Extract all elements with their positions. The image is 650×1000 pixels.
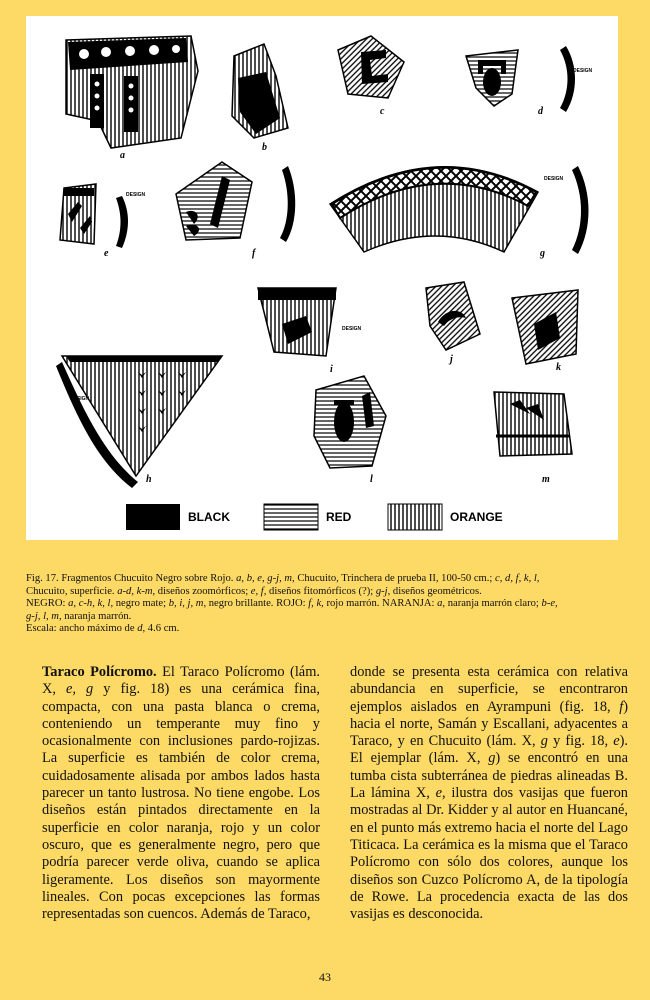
sherd-label-m: m	[542, 474, 550, 485]
sherd-m	[494, 392, 572, 485]
design-label-e: DESIGN	[126, 192, 146, 198]
sherd-h	[56, 356, 222, 488]
legend-swatch-red	[264, 504, 318, 530]
legend-label-red: RED	[326, 510, 352, 524]
pottery-sherds-drawing	[26, 16, 618, 540]
sherd-label-k: k	[556, 362, 561, 373]
design-label-h: DESIGN	[70, 396, 90, 402]
caption-text: diseños fitomórficos (?);	[266, 585, 376, 597]
caption-text: Escala: ancho máximo de	[26, 623, 138, 635]
sherd-j	[426, 282, 480, 365]
body-italic: g	[488, 750, 496, 767]
body-text: ). El ejemplar (lám. X,	[350, 733, 628, 767]
caption-text: negro mate;	[113, 598, 169, 610]
section-heading: Taraco Polícromo.	[42, 664, 157, 680]
sherd-g	[330, 166, 589, 259]
caption-text: negro brillante. ROJO:	[206, 598, 309, 610]
body-italic: e	[435, 785, 443, 802]
sherd-e	[60, 184, 146, 259]
caption-italic: b, i, j, m,	[168, 598, 207, 610]
body-text: donde se presenta esta cerámica con relativa abundancia en superficie, se encontraron ejemplos aislados en Ayrampuni (fig. 18,	[350, 664, 628, 715]
body-italic: f	[619, 698, 624, 715]
caption-italic: a, c-h, k, l,	[68, 598, 114, 610]
sherd-f	[176, 162, 295, 259]
caption-italic: g-j, l, m,	[26, 610, 62, 622]
caption-italic: a,	[437, 598, 446, 610]
legend-label-black: BLACK	[188, 510, 230, 524]
page-number: 43	[319, 970, 331, 984]
caption-text: Chucuito, superficie.	[26, 585, 118, 597]
caption-italic: a-d, k-m,	[117, 585, 156, 597]
caption-text: naranja marrón.	[61, 610, 132, 622]
caption-italic: g-j,	[375, 585, 391, 597]
caption-italic: c, d, f, k, l,	[495, 573, 540, 584]
sherd-label-f: f	[252, 248, 256, 259]
body-text: El Taraco Polícromo (lám. X,	[42, 664, 320, 698]
body-italic: e	[613, 733, 620, 750]
design-label-g: DESIGN	[544, 176, 564, 182]
legend-swatch-black	[126, 504, 180, 530]
figure-caption	[26, 573, 622, 636]
body-text: ) se encontró en una tumba cista subterránea de piedras alineadas B. La lámina X,	[350, 750, 628, 802]
body-text: ) hacia el norte, Samán y Escallani, adyacentes a Taraco, y en Chucuito (lám. X,	[350, 698, 628, 750]
caption-italic: b-e,	[541, 598, 558, 610]
sherd-b	[232, 44, 288, 153]
caption-text: Fig. 17. Fragmentos Chucuito Negro sobre Rojo.	[26, 573, 237, 584]
sherd-label-g: g	[540, 248, 545, 259]
sherd-d	[466, 46, 593, 117]
caption-text: naranja marrón claro;	[445, 598, 542, 610]
design-label-d: DESIGN	[573, 68, 593, 74]
sherd-i	[258, 288, 362, 375]
sherd-a	[66, 36, 198, 161]
body-text: y fig. 18,	[547, 733, 614, 750]
body-text: , ilustra dos vasijas que fueron mostradas al Dr. Kidder y al autor en Huancané, en el punto más extremo hacia el norte del Lago Titicaca. La cerámica es la misma que el Taraco Polícromo con sólo dos colores, aunque los diseños son Cuzco Polícromo A, de la tipología de Rowe. La procedencia exacta de las dos vasijas es desconocida.	[350, 785, 628, 923]
caption-italic: a, b, e, g-j, m,	[236, 573, 295, 584]
sherd-label-e: e	[104, 248, 109, 259]
body-italic: e, g	[66, 681, 94, 698]
sherd-l	[314, 376, 386, 485]
sherd-label-a: a	[120, 150, 125, 161]
sherd-label-c: c	[380, 106, 385, 117]
sherd-label-j: j	[450, 354, 453, 365]
right-column	[350, 664, 628, 923]
caption-text: NEGRO:	[26, 598, 69, 610]
legend-swatch-orange	[388, 504, 442, 530]
sherd-c	[338, 36, 404, 117]
body-italic: g	[540, 733, 548, 750]
caption-text: rojo marrón. NARANJA:	[323, 598, 438, 610]
legend	[126, 504, 503, 530]
caption-italic: e, f,	[250, 585, 267, 597]
caption-text: , 4.6 cm.	[142, 623, 180, 635]
left-column	[42, 664, 320, 923]
sherd-label-d: d	[538, 106, 543, 117]
sherd-label-h: h	[146, 474, 152, 485]
caption-text: diseños geométricos.	[390, 585, 482, 597]
caption-text: Chucuito, Trinchera de prueba II, 100-50 cm.;	[294, 573, 496, 584]
sherd-label-b: b	[262, 142, 267, 153]
body-columns	[42, 664, 628, 923]
caption-italic: d	[137, 623, 143, 635]
caption-text: diseños zoomórficos;	[155, 585, 251, 597]
design-label-i: DESIGN	[342, 326, 362, 332]
body-text: y fig. 18) es una cerámica fina, compacta, con una pasta blanca o crema, conteniendo un temperante muy fino y ocasionalmente con inclusiones pardo-rojizas. La superficie es también de color crema, cuidadosamente alisada por ambos lados hasta parecer un tanto lustrosa. No tiene engobe. Los diseños están pintados directamente en la superficie en color naranja, rojo y un color oscuro, que es generalmente negro, pero que podría parecer verde oliva, cuando se aplica ligeramente. Los diseños son mayormente lineales. Con pocas excepciones las formas representadas son cuencos. Además de Taraco,	[42, 681, 320, 923]
legend-label-orange: ORANGE	[450, 510, 503, 524]
sherd-k	[512, 290, 578, 373]
sherd-label-i: i	[330, 364, 333, 375]
caption-italic: f, k,	[308, 598, 324, 610]
figure-17-plate	[26, 16, 618, 540]
sherd-label-l: l	[370, 474, 373, 485]
